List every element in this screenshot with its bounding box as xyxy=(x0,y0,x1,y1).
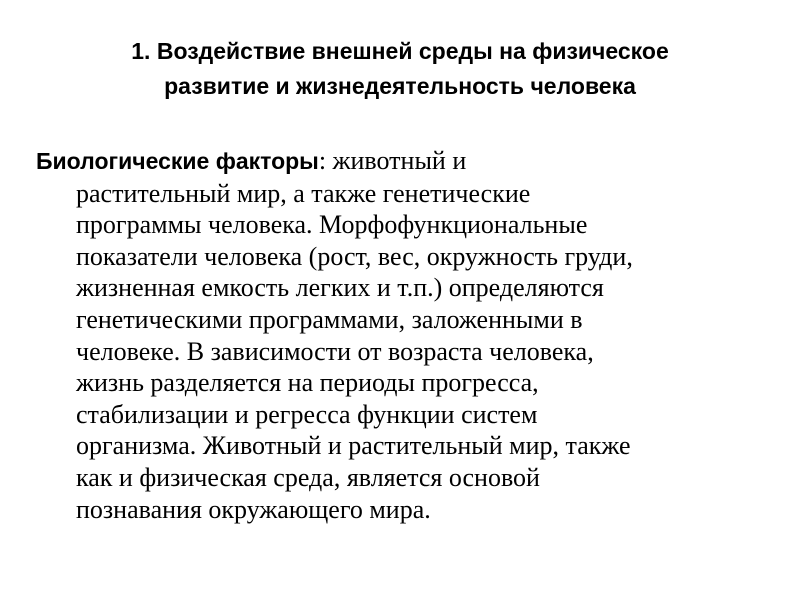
title-line-2: развитие и жизнедеятельность человека xyxy=(164,73,636,99)
body-line-4: показатели человека (рост, вес, окружность груди, xyxy=(76,241,633,271)
body-line-12: познавания окружающего мира. xyxy=(76,494,431,524)
term-biological-factors: Биологические факторы xyxy=(36,148,319,174)
body-line-2: растительный мир, а также генетические xyxy=(76,178,531,208)
title-line-1: 1. Воздействие внешней среды на физическое xyxy=(131,38,669,64)
body-line-1 xyxy=(36,145,776,178)
body-line-6: генетическими программами, заложенными в xyxy=(76,304,583,334)
body-line-7: человеке. В зависимости от возраста человека, xyxy=(76,336,594,366)
term-suffix: : животный и xyxy=(318,146,467,175)
body-line-10: организма. Животный и растительный мир, также xyxy=(76,431,631,461)
body-line-8: жизнь разделяется на периоды прогресса, xyxy=(76,368,539,398)
body-line-11: как и физическая среда, является основой xyxy=(76,462,540,492)
body-line-5: жизненная емкость легких и т.п.) определяются xyxy=(76,273,604,303)
body-line-9: стабилизации и регресса функции систем xyxy=(76,399,538,429)
body-line-3: программы человека. Морфофункциональные xyxy=(76,210,588,240)
slide-title xyxy=(40,34,760,104)
slide-body xyxy=(36,145,776,525)
